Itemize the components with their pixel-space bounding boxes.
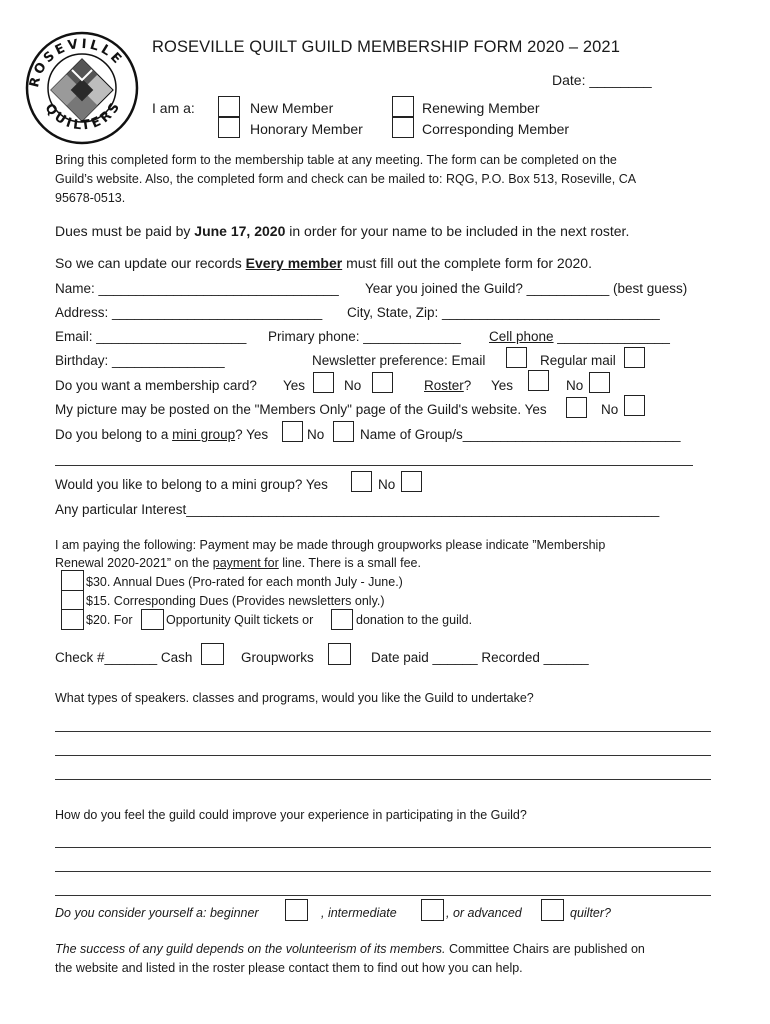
svg-text:QUILTERS: QUILTERS (41, 98, 125, 134)
roster-word: Roster (424, 378, 464, 393)
group-name-field[interactable]: Name of Group/s_____________________________ (360, 427, 681, 442)
corresponding-dues-label: $15. Corresponding Dues (Provides newsletters only.) (86, 594, 385, 608)
roster-no-checkbox[interactable] (589, 372, 610, 393)
improve-answer-line-1[interactable] (55, 847, 711, 848)
improve-question: How do you feel the guild could improve your experience in participating in the Guild? (55, 808, 527, 822)
date-field[interactable]: Date: ________ (552, 72, 652, 88)
speakers-question: What types of speakers. classes and programs, would you like the Guild to undertake? (55, 691, 534, 705)
speakers-answer-line-3[interactable] (55, 779, 711, 780)
newsletter-mail-checkbox[interactable] (624, 347, 645, 368)
new-member-checkbox[interactable] (218, 96, 240, 117)
dues-notice (55, 223, 629, 239)
card-yes-checkbox[interactable] (313, 372, 334, 393)
roster-yes-checkbox[interactable] (528, 370, 549, 391)
newsletter-email-checkbox[interactable] (506, 347, 527, 368)
intermediate-label: , intermediate (321, 906, 397, 920)
groupworks-checkbox[interactable] (328, 643, 351, 665)
closing-line-1 (55, 942, 645, 956)
birthday-field[interactable]: Birthday: _______________ (55, 353, 225, 368)
dues-suffix: in order for your name to be included in the next roster. (285, 223, 630, 239)
name-field[interactable]: Name: ________________________________ (55, 281, 339, 296)
payment-intro-2b: line. There is a small fee. (278, 556, 421, 570)
payment-intro-2 (55, 556, 421, 570)
roster-no-label: No (566, 378, 584, 393)
like-mini-group-label: Would you like to belong to a mini group? Yes (55, 477, 328, 492)
donation-label: donation to the guild. (356, 613, 473, 627)
roster-yes-label: Yes (491, 378, 514, 393)
email-field[interactable]: Email: ____________________ (55, 329, 247, 344)
intro-line-3: 95678-0513. (55, 191, 126, 205)
newsletter-label: Newsletter preference: Email (312, 353, 486, 368)
dues-deadline: June 17, 2020 (194, 223, 286, 239)
intermediate-checkbox[interactable] (421, 899, 444, 921)
honorary-member-label: Honorary Member (250, 121, 363, 137)
beginner-checkbox[interactable] (285, 899, 308, 921)
update-emphasis: Every member (245, 255, 343, 271)
picture-posted-label: My picture may be posted on the "Members Only" page of the Guild's website. Yes (55, 402, 547, 417)
particular-interest-field[interactable]: Any particular Interest_______________________________________________________________ (55, 502, 660, 517)
picture-yes-checkbox[interactable] (566, 397, 587, 418)
membership-type-label: I am a: (152, 100, 195, 116)
card-yes-label: Yes (283, 378, 306, 393)
like-mini-group-no-label: No (378, 477, 396, 492)
closing-normal: Committee Chairs are published on (445, 942, 645, 956)
speakers-answer-line-1[interactable] (55, 731, 711, 732)
card-no-label: No (344, 378, 362, 393)
renewing-member-label: Renewing Member (422, 100, 540, 116)
like-mini-group-no-checkbox[interactable] (401, 471, 422, 492)
form-title: ROSEVILLE QUILT GUILD MEMBERSHIP FORM 2020 – 2021 (152, 38, 620, 56)
mini-group-question (55, 427, 268, 442)
group-name-continuation-line[interactable] (55, 465, 693, 466)
new-member-label: New Member (250, 100, 334, 116)
picture-no-checkbox[interactable] (624, 395, 645, 416)
honorary-member-checkbox[interactable] (218, 117, 240, 138)
city-state-zip-field[interactable]: City, State, Zip: _____________________________ (347, 305, 660, 320)
guild-logo (24, 30, 140, 146)
mini-group-yes-checkbox[interactable] (282, 421, 303, 442)
year-joined-field[interactable]: Year you joined the Guild? ___________ (best guess) (365, 281, 688, 296)
improve-answer-line-3[interactable] (55, 895, 711, 896)
cash-checkbox[interactable] (201, 643, 224, 665)
intro-line-1: Bring this completed form to the membership table at any meeting. The form can be completed on the (55, 153, 617, 167)
closing-italic: The success of any guild depends on the volunteerism of its members. (55, 942, 446, 956)
mini-group-q2: ? Yes (235, 427, 269, 442)
advanced-label: , or advanced (446, 906, 522, 920)
cell-phone-blank: _______________ (553, 329, 670, 344)
mini-group-word: mini group (172, 427, 236, 442)
update-suffix: must fill out the complete form for 2020. (342, 255, 592, 271)
payment-intro-2a: Renewal 2020-2021” on the (55, 556, 213, 570)
update-prefix: So we can update our records (55, 255, 246, 271)
donation-checkbox[interactable] (331, 609, 353, 630)
dues-prefix: Dues must be paid by (55, 223, 195, 239)
update-notice (55, 255, 592, 271)
roster-q: ? (463, 378, 472, 393)
membership-card-label: Do you want a membership card? (55, 378, 257, 393)
annual-dues-checkbox[interactable] (61, 570, 84, 591)
address-field[interactable]: Address: ____________________________ (55, 305, 323, 320)
opportunity-quilt-label: Opportunity Quilt tickets or (166, 613, 314, 627)
quilt-logo-icon (24, 30, 140, 146)
corresponding-member-label: Corresponding Member (422, 121, 570, 137)
picture-no-label: No (601, 402, 619, 417)
corresponding-member-checkbox[interactable] (392, 117, 414, 138)
improve-answer-line-2[interactable] (55, 871, 711, 872)
skill-prompt: Do you consider yourself a: beginner (55, 906, 259, 920)
groupworks-label: Groupworks (241, 650, 314, 665)
svg-text:ROSEVILLE: ROSEVILLE (27, 36, 127, 89)
card-no-checkbox[interactable] (372, 372, 393, 393)
mini-group-q1: Do you belong to a (55, 427, 173, 442)
like-mini-group-yes-checkbox[interactable] (351, 471, 372, 492)
cell-phone-label: Cell phone (489, 329, 554, 344)
opportunity-quilt-checkbox[interactable] (141, 609, 164, 630)
mini-group-no-label: No (307, 427, 325, 442)
renewing-member-checkbox[interactable] (392, 96, 414, 117)
twenty-dollar-checkbox[interactable] (61, 609, 84, 630)
annual-dues-label: $30. Annual Dues (Pro-rated for each month July - June.) (86, 575, 403, 589)
date-paid-recorded-field[interactable]: Date paid ______ Recorded ______ (371, 650, 589, 665)
payment-intro-1: I am paying the following: Payment may be made through groupworks please indicate ”Membership (55, 538, 606, 552)
roster-label (424, 378, 471, 393)
cell-phone-field[interactable] (489, 329, 670, 344)
advanced-checkbox[interactable] (541, 899, 564, 921)
closing-line-2: the website and listed in the roster please contact them to find out how you can help. (55, 961, 523, 975)
mini-group-no-checkbox[interactable] (333, 421, 354, 442)
payment-for-link: payment for (212, 556, 279, 570)
corresponding-dues-checkbox[interactable] (61, 590, 84, 611)
check-number-field[interactable]: Check #_______ Cash (55, 650, 193, 665)
speakers-answer-line-2[interactable] (55, 755, 711, 756)
twenty-dollar-label: $20. For (86, 613, 133, 627)
primary-phone-field[interactable]: Primary phone: _____________ (268, 329, 461, 344)
regular-mail-label: Regular mail (540, 353, 616, 368)
intro-line-2: Guild’s website. Also, the completed form and check can be mailed to: RQG, P.O. Box 513, Roseville, CA (55, 172, 637, 186)
quilter-label: quilter? (570, 906, 611, 920)
